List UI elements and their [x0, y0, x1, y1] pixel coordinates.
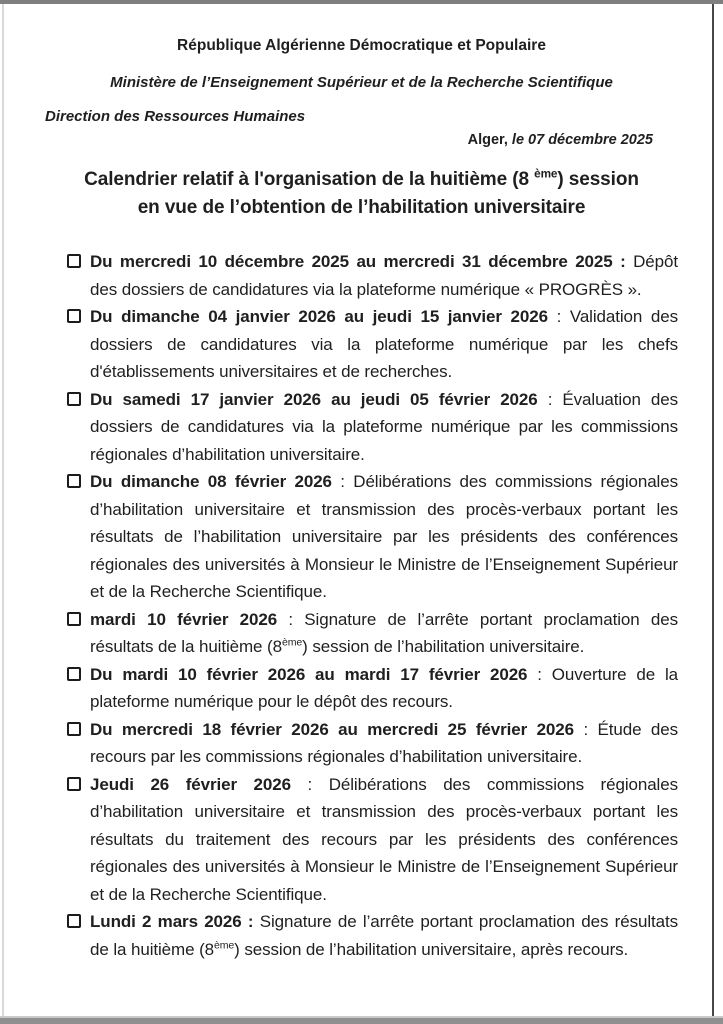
list-item [67, 303, 678, 386]
calendar-list [67, 248, 678, 963]
list-item-text: Jeudi 26 février 2026 : Délibérations des commissions régionales d’habilitation universitaire et transmission des procès-verbaux portant les résultats du traitement des recours par les présidents des conférences régionales des universités à Monsieur le Ministre de l’Enseignement Supérieur et de la Recherche Scientifique. [90, 774, 678, 904]
checkbox-bullet-icon [67, 254, 81, 268]
checkbox-bullet-icon [67, 612, 81, 626]
list-item [67, 386, 678, 469]
list-item-text: Du mardi 10 février 2026 au mardi 17 février 2026 : Ouverture de la plateforme numérique pour le dépôt des recours. [90, 664, 678, 711]
header-country: République Algérienne Démocratique et Populaire [177, 37, 546, 54]
list-item [67, 248, 678, 303]
list-item [67, 468, 678, 606]
list-item [67, 606, 678, 661]
checkbox-bullet-icon [67, 309, 81, 323]
checkbox-bullet-icon [67, 914, 81, 928]
list-item [67, 661, 678, 716]
list-item [67, 908, 678, 963]
list-item-text: Du mercredi 18 février 2026 au mercredi 25 février 2026 : Étude des recours par les commissions régionales d’habilitation universitaire. [90, 719, 679, 766]
list-item-text: Du dimanche 04 janvier 2026 au jeudi 15 janvier 2026 : Validation des dossiers de candidatures via la plateforme numérique par les chefs d'établissements universitaires et de recherches. [90, 307, 678, 381]
checkbox-bullet-icon [67, 722, 81, 736]
list-item-text: Du samedi 17 janvier 2026 au jeudi 05 février 2026 : Évaluation des dossiers de candidatures via la plateforme numérique par les commissions régionales d’habilitation universitaire. [90, 389, 678, 464]
list-item [67, 771, 678, 909]
list-item-text: Du dimanche 08 février 2026 : Délibérations des commissions régionales d’habilitation universitaire et transmission des procès-verbaux portant les résultats de l’habilitation universitaire par les présidents des conférences régionales des universités à Monsieur le Ministre de l’Enseignement Supérieur et de la Recherche Scientifique. [90, 472, 678, 601]
title-line-2: en vue de l’obtention de l’habilitation universitaire [137, 197, 586, 218]
list-item-text: mardi 10 février 2026 : Signature de l’arrête portant proclamation des résultats de la huitième (8ème) session de l’habilitation universitaire. [90, 609, 678, 656]
header-direction: Direction des Ressources Humaines [45, 108, 306, 125]
list-item-text: Lundi 2 mars 2026 : Signature de l’arrête portant proclamation des résultats de la huitième (8ème) session de l’habilitation universitaire, après recours. [90, 912, 678, 959]
list-item-text: Du mercredi 10 décembre 2025 au mercredi 31 décembre 2025 : Dépôt des dossiers de candidatures via la plateforme numérique « PROGRÈS ». [90, 252, 678, 299]
list-item [67, 716, 678, 771]
scan-edge-bottom [0, 1016, 723, 1024]
document-title [45, 166, 678, 222]
checkbox-bullet-icon [67, 474, 81, 488]
header-date: le 07 décembre 2025 [507, 132, 653, 148]
header-ministry: Ministère de l’Enseignement Supérieur et de la Recherche Scientifique [110, 74, 613, 91]
checkbox-bullet-icon [67, 667, 81, 681]
header-place: Alger, [467, 132, 508, 148]
header-dateline [45, 131, 678, 150]
checkbox-bullet-icon [67, 392, 81, 406]
checkbox-bullet-icon [67, 777, 81, 791]
title-line-1: Calendrier relatif à l'organisation de la huitième (8 $^{ème}$) session [84, 167, 639, 190]
